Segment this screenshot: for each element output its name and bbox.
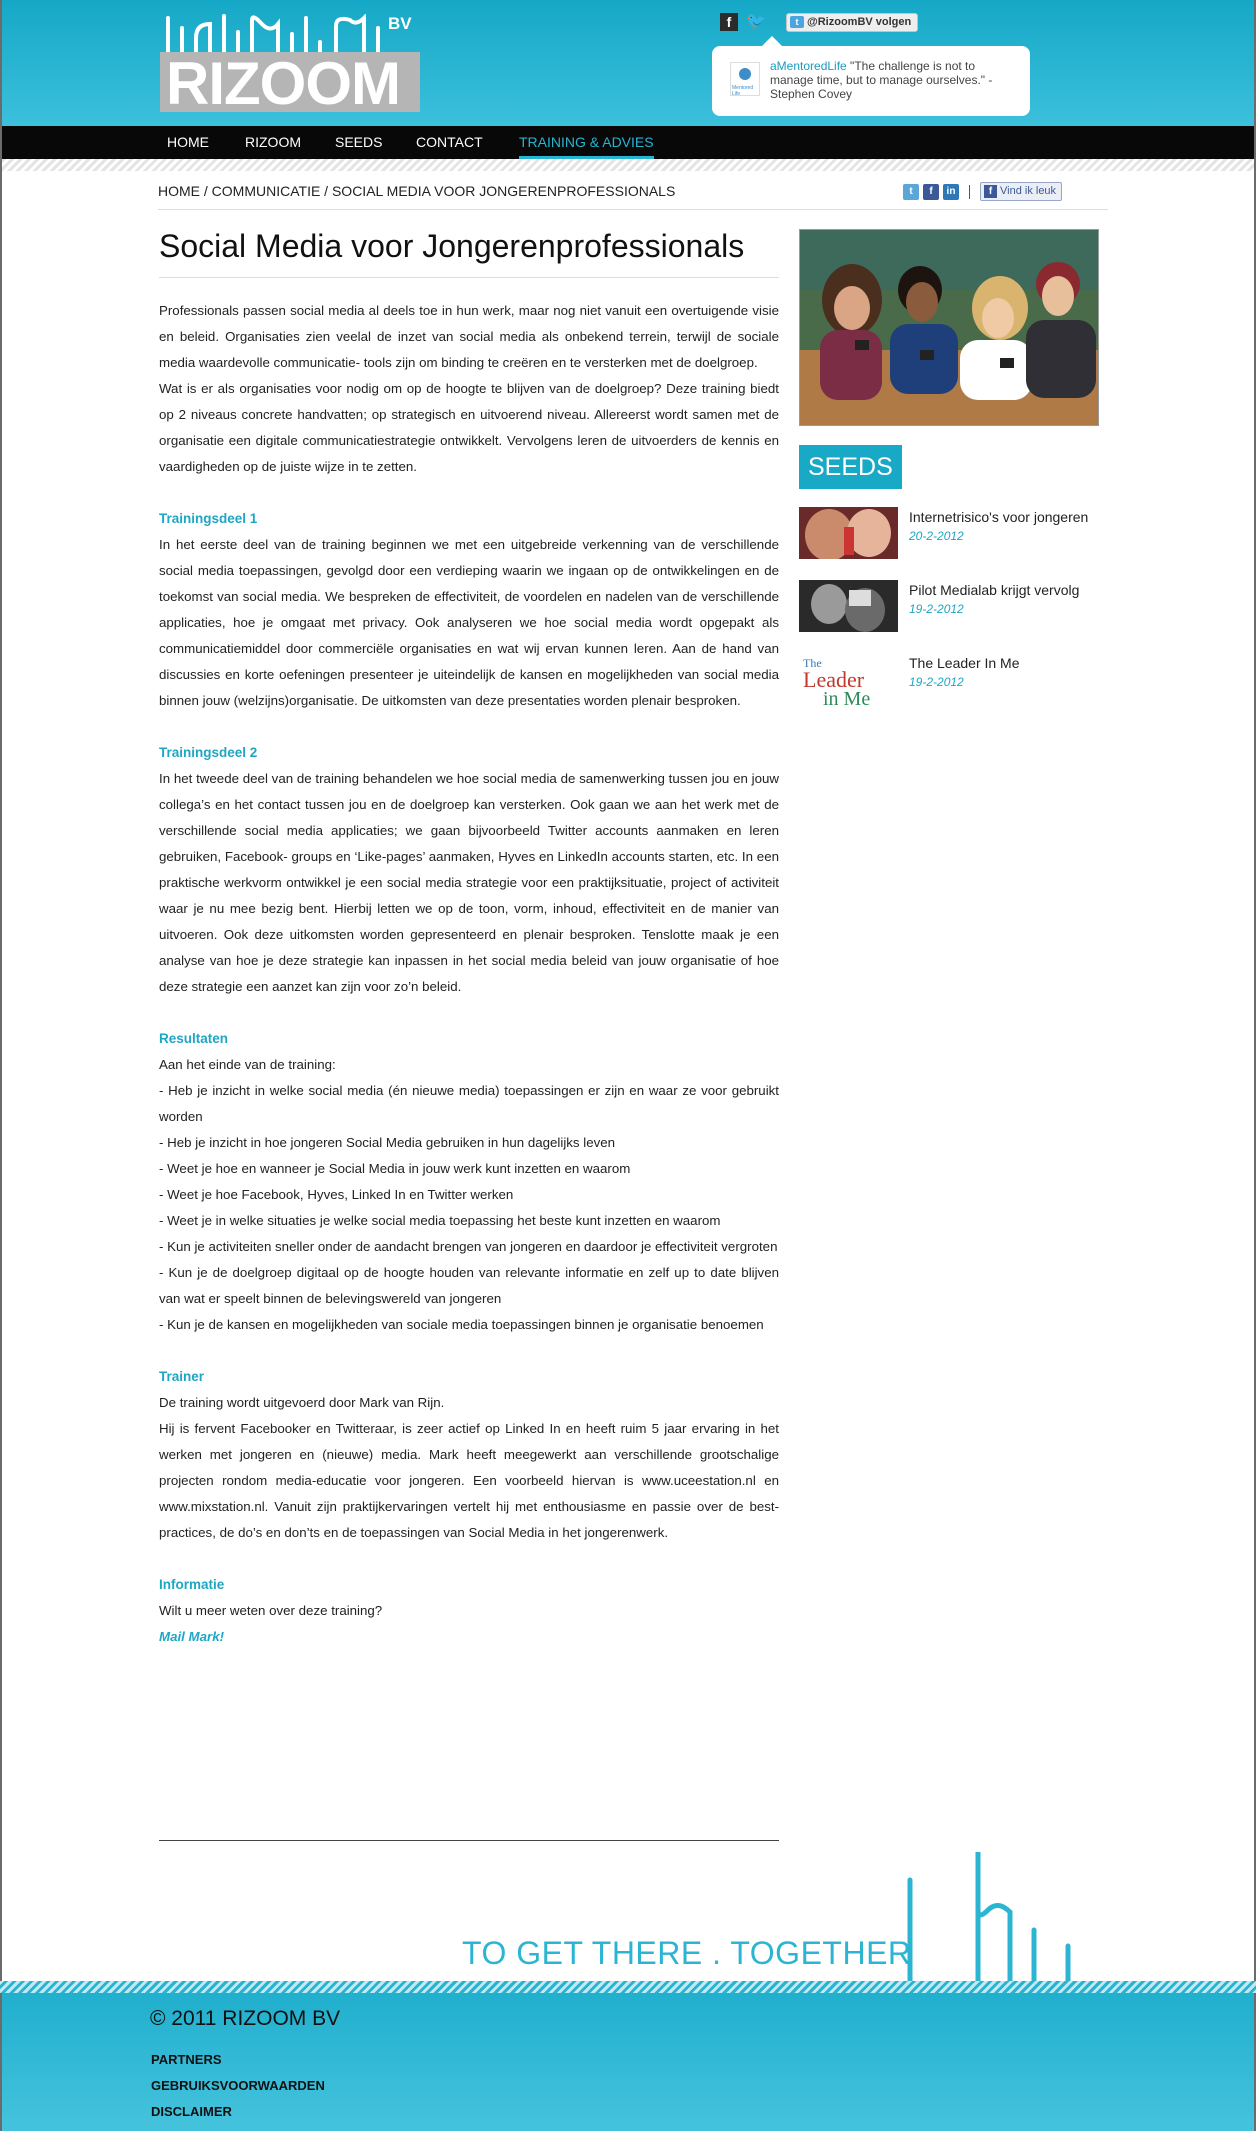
twitter-icon: t [790, 16, 804, 28]
result-item: - Weet je hoe en wanneer je Social Media in jouw werk kunt inzetten en waarom [159, 1161, 631, 1176]
heading-trainingsdeel-1: Trainingsdeel 1 [159, 511, 258, 526]
seed-thumb-3[interactable] [799, 653, 898, 705]
site-header [0, 0, 1256, 126]
seed-date-1: 20-2-2012 [909, 529, 964, 543]
site-footer [0, 1993, 1256, 2131]
seed-date-2: 19-2-2012 [909, 602, 964, 616]
site-logo[interactable] [160, 14, 422, 117]
copyright: © 2011 RIZOOM BV [150, 2007, 341, 2030]
heading-resultaten: Resultaten [159, 1031, 229, 1046]
avatar-logo-icon [739, 68, 751, 80]
trainer-line-1: De training wordt uitgevoerd door Mark van Rijn. [159, 1395, 445, 1410]
page-border-left [0, 0, 2, 2131]
nav-rizoom[interactable]: RIZOOM [245, 134, 301, 150]
resultaten-intro: Aan het einde van de training: [159, 1057, 336, 1072]
footer-link-disclaimer[interactable]: DISCLAIMER [151, 2104, 232, 2119]
trainingsdeel-1-text: In het eerste deel van de training beginnen we met een uitgebreide verkenning van de verschillende social media toepassingen, gevolgd door een verdieping waarin we ingaan op de ontwikkelingen en de toekomst van social media. We bespreken de effectiviteit, de voordelen en nadelen van de verschillende applicaties, hoe je omgaat met privacy. Ook analyseren we hoe social media wordt opgepakt als communicatiemiddel door commerciële organisaties en wat wij ervan kunnen leren. Aan de hand van discussies en korte oefeningen presenteer je uiteindelijk de kansen en mogelijkheden van social media binnen jouw (welzijns)organisatie. De uitkomsten van deze presentaties worden plenair besproken. [159, 537, 779, 708]
informatie-text: Wilt u meer weten over deze training? [159, 1603, 383, 1618]
twitter-follow-label: @RizoomBV volgen [807, 15, 912, 28]
seed-thumb-2[interactable] [799, 580, 898, 632]
seed-3-image [799, 653, 898, 705]
heading-trainingsdeel-2: Trainingsdeel 2 [159, 745, 258, 760]
result-item: - Kun je de kansen en mogelijkheden van sociale media toepassingen binnen je organisatie benoemen [159, 1317, 764, 1332]
footer-link-partners[interactable]: PARTNERS [151, 2052, 222, 2067]
logo-text: RIZOOM [166, 50, 400, 117]
sidebar [799, 229, 1099, 726]
tweet-box [712, 46, 1030, 116]
featured-photo [799, 229, 1099, 426]
seed-thumb-1[interactable] [799, 507, 898, 559]
facebook-like-icon: f [984, 185, 997, 198]
result-item: - Heb je inzicht in hoe jongeren Social Media gebruiken in hun dagelijks leven [159, 1135, 616, 1150]
share-separator [969, 185, 970, 199]
facebook-icon[interactable]: f [720, 13, 738, 31]
seed-3-logo-text-1: The [803, 656, 822, 670]
heading-trainer: Trainer [159, 1369, 205, 1384]
tweet-user-link[interactable]: aMentoredLife [770, 59, 847, 73]
wave-decoration-icon [900, 1850, 1080, 1982]
breadcrumb[interactable]: HOME / COMMUNICATIE / SOCIAL MEDIA VOOR JONGERENPROFESSIONALS [158, 183, 676, 199]
breadcrumb-divider [158, 209, 1108, 210]
header-stripe [0, 159, 1256, 171]
footer-link-gebruiksvoorwaarden[interactable]: GEBRUIKSVOORWAARDEN [151, 2078, 325, 2093]
article-body [159, 298, 779, 1650]
result-item: - Kun je de doelgroep digitaal op de hoogte houden van relevante informatie en zelf up to date blijven van wat er speelt binnen de belevingswereld van jongeren [159, 1265, 779, 1306]
seed-item-3[interactable] [799, 653, 1099, 726]
tweet-text [770, 59, 1020, 101]
tweet-body: "The challenge is not to manage time, but to manage ourselves." - Stephen Covey [770, 59, 993, 101]
page-title: Social Media voor Jongerenprofessionals [159, 226, 779, 278]
seed-2-image [799, 580, 898, 632]
share-linkedin-icon[interactable]: in [943, 184, 959, 200]
seed-1-image [799, 507, 898, 559]
nav-contact[interactable]: CONTACT [416, 134, 483, 150]
facebook-like-label: Vind ik leuk [1000, 185, 1057, 197]
tweet-avatar[interactable] [730, 62, 760, 96]
seeds-list [799, 507, 1099, 726]
seed-item-1[interactable] [799, 507, 1099, 580]
avatar-caption: Mentored Life [732, 85, 754, 97]
seed-3-logo-text-3: in Me [823, 688, 871, 705]
nav-training-advies[interactable]: TRAINING & ADVIES [519, 126, 654, 159]
share-bar [903, 182, 1062, 201]
seed-item-2[interactable] [799, 580, 1099, 653]
intro-paragraph-1: Professionals passen social media al deels toe in hun werk, maar nog niet vanuit een overtuigende visie en beleid. Organisaties zien veelal de inzet van social media als onbekend terrein, terwijl de sociale media waardevolle communicatie- tools zijn om binding te creëren en te versterken met de doelgroep. [159, 303, 779, 370]
seed-3-logo-text-2: Leader [803, 667, 865, 692]
result-item: - Heb je inzicht in welke social media (én nieuwe media) toepassingen er zijn en waar ze voor gebruikt worden [159, 1083, 779, 1124]
seed-title-3[interactable]: The Leader In Me [909, 655, 1020, 671]
seed-title-1[interactable]: Internetrisico's voor jongeren [909, 509, 1089, 525]
twitter-bird-icon[interactable]: 🐦 [746, 13, 766, 30]
result-item: - Weet je in welke situaties je welke social media toepassing het beste kunt inzetten en waarom [159, 1213, 721, 1228]
heading-informatie: Informatie [159, 1577, 225, 1592]
result-item: - Weet je hoe Facebook, Hyves, Linked In en Twitter werken [159, 1187, 514, 1202]
tagline: TO GET THERE . TOGETHER [462, 1935, 912, 1971]
article-end-divider [159, 1840, 779, 1841]
trainingsdeel-2-text: In het tweede deel van de training behandelen we hoe social media de samenwerking tussen jou en jouw collega’s en het contact tussen jou en de doelgroep kan versterken. Ook gaan we aan het werk met de verschillende social media applicaties; we gaan bijvoorbeeld Twitter accounts aanmaken en leren gebruiken, Facebook- groups en ‘Like-pages’ aanmaken, Hyves en LinkedIn accounts starten, etc. In een praktische werkvorm ontwikkel je een social media strategie voor een praktijksituatie, project of activiteit waar je nu mee bezig bent. Hierbij letten we op de toon, vorm, inhoud, effectiviteit en de manier van uitvoeren. Ook deze uitkomsten worden gepresenteerd en plenair besproken. Tenslotte maak je een analyse van hoe je deze strategie kan inpassen in het social media beleid van jouw organisatie of hoe deze strategie een aanzet kan zijn voor zo’n beleid. [159, 771, 779, 994]
share-facebook-icon[interactable]: f [923, 184, 939, 200]
nav-home[interactable]: HOME [167, 134, 209, 150]
twitter-follow-button[interactable] [786, 13, 918, 32]
trainer-line-2: Hij is fervent Facebooker en Twitteraar, is zeer actief op Linked In en heeft ruim 5 jaar ervaring in het werken met jongeren en (nieuwe) media. Mark heeft meegewerkt aan verschillende grootschalige projecten rondom media-educatie voor jongeren. Een voorbeeld hiervan is www.uceestation.nl en www.mixstation.nl. Vanuit zijn praktijkervaringen vertelt hij met enthousiasme en passie over de best- practices, de do’s en don’ts en de toepassingen van Social Media in het jongerenwerk. [159, 1421, 779, 1540]
main-nav [0, 126, 1256, 159]
youth-phones-image [800, 230, 1099, 426]
seed-title-2[interactable]: Pilot Medialab krijgt vervolg [909, 582, 1080, 598]
facebook-like-button[interactable] [980, 182, 1062, 201]
footer-stripe [0, 1981, 1256, 1993]
intro-paragraph-2: Wat is er als organisaties voor nodig om op de hoogte te blijven van de doelgroep? Deze training biedt op 2 niveaus concrete handvatten; op strategisch en uitvoerend niveau. Allereerst wordt samen met de organisatie een digitale communicatiestrategie ontwikkelt. Vervolgens leren de uitvoerders de kennis en vaardigheden op de juiste wijze in te zetten. [159, 381, 779, 474]
nav-seeds[interactable]: SEEDS [335, 134, 383, 150]
seeds-heading[interactable]: SEEDS [799, 445, 902, 489]
share-twitter-icon[interactable]: t [903, 184, 919, 200]
result-item: - Kun je activiteiten sneller onder de aandacht brengen van jongeren en daardoor je effectiviteit vergroten [159, 1239, 778, 1254]
social-top [720, 12, 918, 32]
logo-suffix: BV [388, 14, 412, 33]
seed-date-3: 19-2-2012 [909, 675, 964, 689]
mail-mark-link[interactable]: Mail Mark! [159, 1629, 225, 1644]
article [159, 226, 779, 1650]
